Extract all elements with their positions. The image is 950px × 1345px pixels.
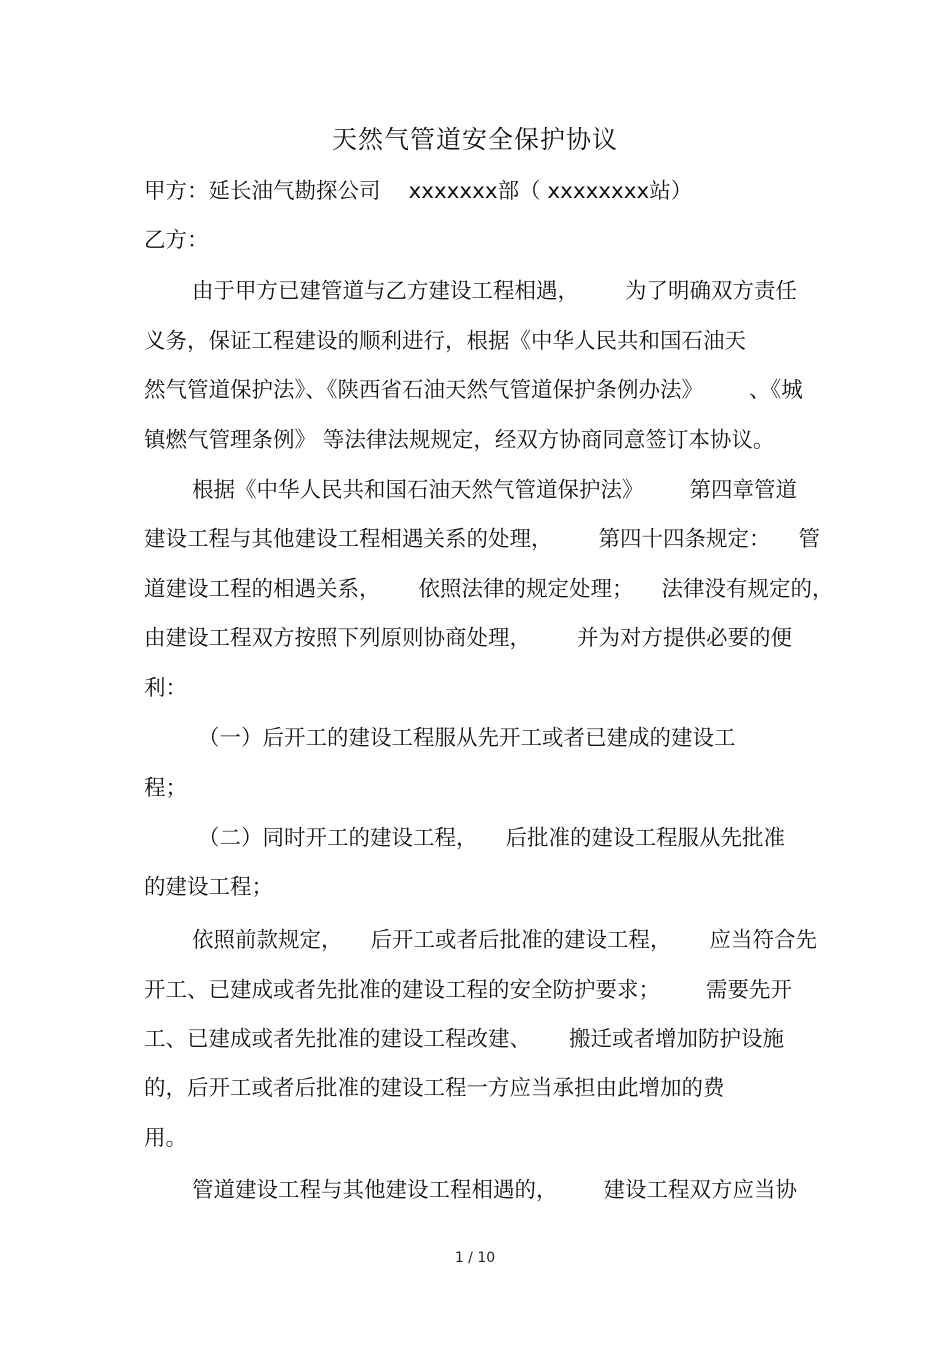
- body-line: [144, 1123, 187, 1155]
- text-segment: 管道建设工程与其他建设工程相遇的，: [192, 1178, 558, 1203]
- body-line: [144, 1073, 725, 1105]
- text-segment: 建设工程双方应当协: [603, 1178, 798, 1203]
- party-a-label: 甲方：延长油气勘探公司: [144, 179, 381, 204]
- text-segment: 根据《中华人民共和国石油天然气管道保护法》: [192, 478, 644, 503]
- text-segment: 管: [798, 527, 821, 552]
- body-line: [198, 823, 785, 855]
- body-line: [192, 1175, 797, 1207]
- text-segment: （一）后开工的建设工程服从先开工或者已建成的建设工: [198, 726, 736, 751]
- party-a-unit: xxxxxxx部（ xxxxxxxx站）: [408, 179, 693, 204]
- body-line: [192, 925, 817, 957]
- body-line: [144, 623, 792, 655]
- body-line: [144, 975, 792, 1007]
- party-b-label: 乙方：: [144, 228, 209, 253]
- text-segment: 道建设工程的相遇关系，: [144, 577, 381, 602]
- text-segment: 开工、已建成或者先批准的建设工程的安全防护要求；: [144, 978, 661, 1003]
- text-segment: 程；: [144, 776, 188, 801]
- body-line: [144, 1024, 784, 1056]
- body-line: [144, 872, 273, 904]
- body-line: [144, 524, 820, 556]
- body-line: [144, 375, 803, 407]
- page-number: 1 / 10: [454, 1250, 496, 1266]
- text-segment: （二）同时开工的建设工程，: [198, 826, 478, 851]
- text-segment: 用。: [144, 1126, 188, 1151]
- body-line: [144, 425, 774, 457]
- party-a-line: [144, 176, 692, 208]
- text-segment: 镇燃气管理条例》 等法律法规规定，经双方协商同意签订本协议。: [144, 428, 775, 453]
- party-b-line: [144, 225, 209, 257]
- body-line: [144, 574, 834, 606]
- text-segment: 的，后开工或者后批准的建设工程一方应当承担由此增加的费: [144, 1076, 725, 1101]
- text-segment: 工、已建成或者先批准的建设工程改建、: [144, 1027, 532, 1052]
- text-segment: 搬迁或者增加防护设施: [569, 1027, 785, 1052]
- text-segment: 需要先开: [706, 978, 793, 1003]
- body-line: [192, 475, 797, 507]
- body-line: [198, 723, 736, 755]
- text-segment: 法律没有规定的，: [661, 577, 834, 602]
- text-segment: 第四章管道: [689, 478, 798, 503]
- text-segment: 由于甲方已建管道与乙方建设工程相遇，: [192, 279, 580, 304]
- text-segment: 义务，保证工程建设的顺利进行，根据《中华人民共和国石油天: [144, 329, 747, 354]
- text-segment: 然气管道保护法》、《陕西省石油天然气管道保护条例办法》: [144, 378, 704, 403]
- text-segment: 利：: [144, 676, 188, 701]
- text-segment: 依照法律的规定处理；: [418, 577, 634, 602]
- text-segment: 后批准的建设工程服从先批准: [505, 826, 786, 851]
- body-line: [144, 773, 187, 805]
- text-segment: 后开工或者后批准的建设工程，: [370, 928, 672, 953]
- text-segment: 应当符合先: [709, 928, 818, 953]
- text-segment: 依照前款规定，: [192, 928, 343, 953]
- text-segment: 、《城: [749, 378, 803, 403]
- body-line: [144, 326, 746, 358]
- body-line: [192, 276, 797, 308]
- text-segment: 为了明确双方责任: [625, 279, 798, 304]
- text-segment: 的建设工程；: [144, 875, 274, 900]
- text-segment: 并为对方提供必要的便: [577, 626, 793, 651]
- body-line: [144, 673, 187, 705]
- document-title: 天然气管道安全保护协议: [331, 125, 618, 154]
- text-segment: 建设工程与其他建设工程相遇关系的处理，: [144, 527, 553, 552]
- text-segment: 第四十四条规定：: [598, 527, 771, 552]
- text-segment: 由建设工程双方按照下列原则协商处理，: [144, 626, 532, 651]
